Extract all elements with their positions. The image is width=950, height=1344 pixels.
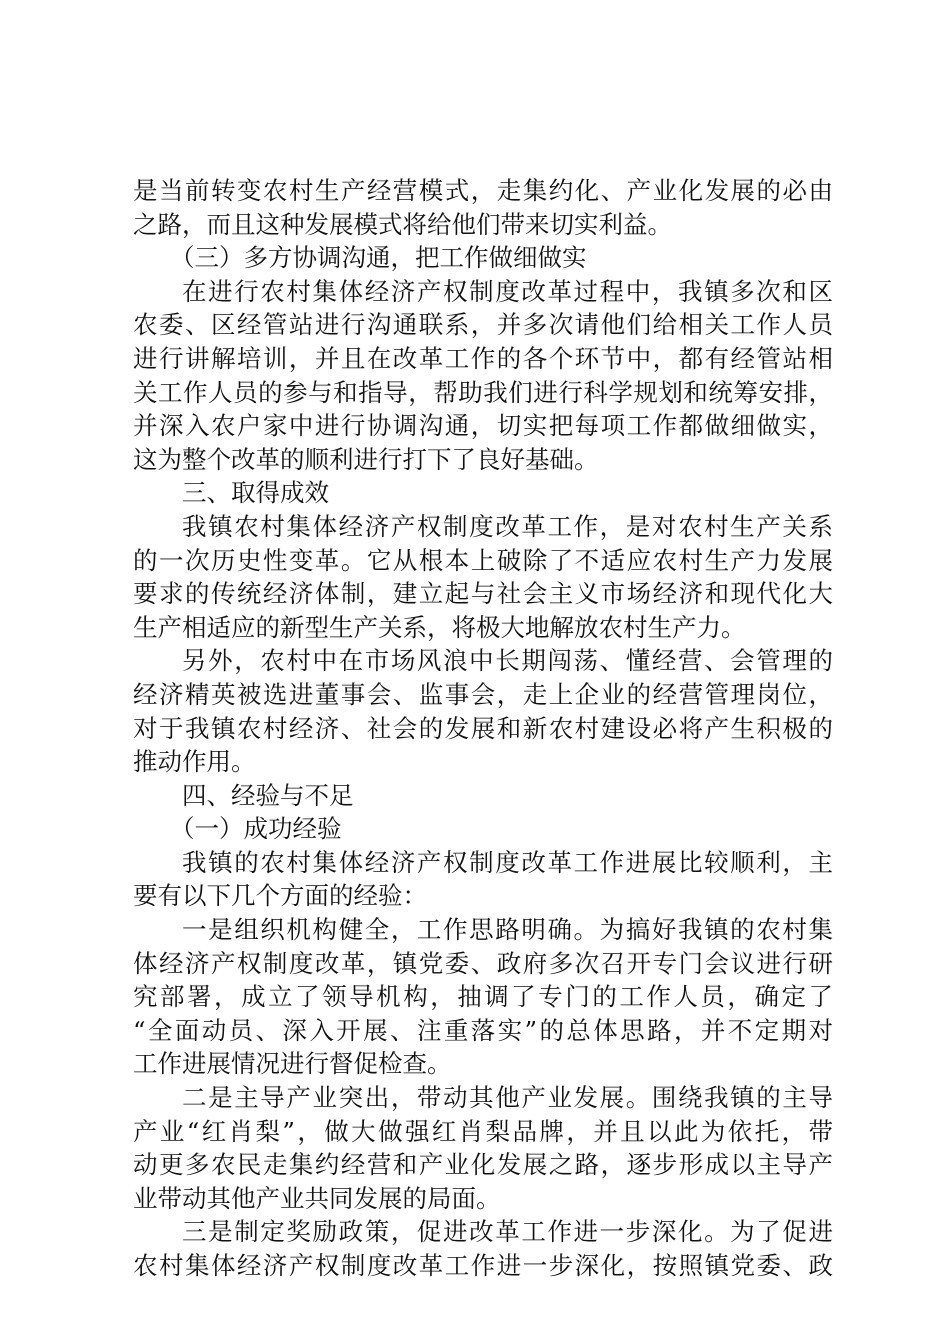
text-line: 我镇农村集体经济产权制度改革工作，是对农村生产关系 bbox=[182, 511, 833, 541]
text-line: 在进行农村集体经济产权制度改革过程中，我镇多次和区 bbox=[182, 276, 833, 306]
text-line: 农村集体经济产权制度改革工作进一步深化，按照镇党委、政 bbox=[133, 1251, 833, 1280]
document-body bbox=[133, 174, 833, 1283]
text-line: 工作进展情况进行督促检查。 bbox=[133, 1049, 452, 1079]
text-line: 之路，而且这种发展模式将给他们带来切实利益。 bbox=[133, 209, 672, 239]
text-line: 产业“红肖梨”，做大做强红肖梨品牌，并且以此为依托，带 bbox=[133, 1116, 833, 1146]
text-line: 业带动其他产业共同发展的局面。 bbox=[133, 1183, 501, 1213]
text-line: 对于我镇农村经济、社会的发展和新农村建设必将产生积极的 bbox=[133, 713, 833, 743]
text-line: 进行讲解培训，并且在改革工作的各个环节中，都有经管站相 bbox=[133, 343, 833, 373]
text-line: 推动作用。 bbox=[133, 747, 256, 777]
text-line: 另外，农村中在市场风浪中长期闯荡、懂经营、会管理的 bbox=[182, 646, 833, 676]
text-line: 二是主导产业突出，带动其他产业发展。围绕我镇的主导 bbox=[182, 1083, 833, 1113]
text-line: （一）成功经验 bbox=[170, 814, 342, 844]
text-line: 一是组织机构健全，工作思路明确。为搞好我镇的农村集 bbox=[182, 915, 833, 945]
text-line: （三）多方协调沟通，把工作做细做实 bbox=[170, 243, 587, 273]
text-line: 生产相适应的新型生产关系，将极大地解放农村生产力。 bbox=[133, 612, 746, 642]
text-line: 的一次历史性变革。它从根本上破除了不适应农村生产力发展 bbox=[133, 545, 833, 575]
text-line: 是当前转变农村生产经营模式，走集约化、产业化发展的必由 bbox=[133, 176, 833, 205]
text-line: 我镇的农村集体经济产权制度改革工作进展比较顺利，主 bbox=[182, 847, 833, 877]
text-line: 三、取得成效 bbox=[182, 478, 329, 508]
text-line: 四、经验与不足 bbox=[182, 780, 354, 810]
text-line: 三是制定奖励政策，促进改革工作进一步深化。为了促进 bbox=[182, 1217, 833, 1247]
text-line: 经济精英被选进董事会、监事会，走上企业的经营管理岗位， bbox=[133, 679, 833, 709]
text-line: 这为整个改革的顺利进行打下了良好基础。 bbox=[133, 444, 599, 474]
text-line: 农委、区经管站进行沟通联系，并多次请他们给相关工作人员 bbox=[133, 310, 833, 340]
text-line: 动更多农民走集约经营和产业化发展之路，逐步形成以主导产 bbox=[133, 1150, 833, 1180]
text-line: 并深入农户家中进行协调沟通，切实把每项工作都做细做实， bbox=[133, 411, 833, 441]
text-line: 要求的传统经济体制，建立起与社会主义市场经济和现代化大 bbox=[133, 579, 833, 609]
text-line: 体经济产权制度改革，镇党委、政府多次召开专门会议进行研 bbox=[133, 948, 833, 978]
text-line: 关工作人员的参与和指导，帮助我们进行科学规划和统筹安排， bbox=[133, 377, 833, 407]
text-line: 要有以下几个方面的经验： bbox=[133, 881, 427, 911]
text-line: 究部署，成立了领导机构，抽调了专门的工作人员，确定了 bbox=[133, 982, 833, 1012]
text-line: “全面动员、深入开展、注重落实”的总体思路，并不定期对 bbox=[133, 1015, 833, 1045]
